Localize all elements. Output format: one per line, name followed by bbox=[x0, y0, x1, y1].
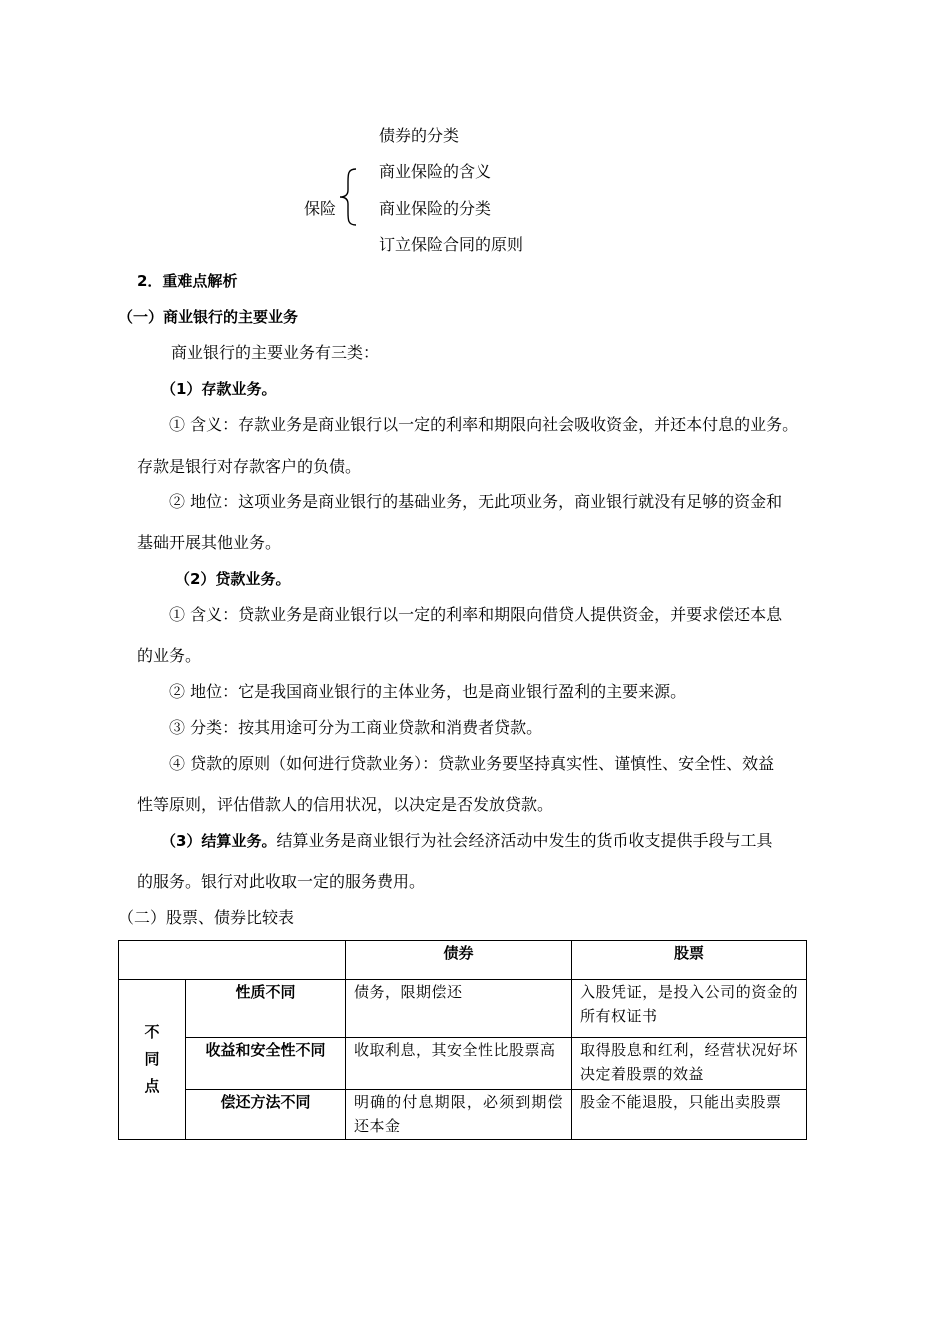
table-cell-bond: 债务，限期偿还 bbox=[346, 980, 572, 1038]
settlement-title: （3）结算业务。 bbox=[161, 832, 277, 850]
part1-title: （一）商业银行的主要业务 bbox=[118, 308, 299, 326]
table-cell-bond: 收取利息，其安全性比股票高 bbox=[346, 1038, 572, 1090]
deposit-title: （1）存款业务。 bbox=[161, 380, 277, 398]
section-title: 2．重难点解析 bbox=[137, 272, 238, 290]
group-label-text: 不同点 bbox=[144, 1023, 160, 1095]
outline-item-3: 商业保险的分类 bbox=[379, 199, 492, 218]
table-header-row bbox=[119, 941, 807, 980]
settlement-line-1 bbox=[161, 830, 772, 852]
table-header-bond: 债券 bbox=[346, 941, 572, 980]
loan-meaning-2: 的业务。 bbox=[137, 646, 202, 665]
table-header-empty bbox=[119, 941, 346, 980]
outline-item-1: 债券的分类 bbox=[379, 126, 460, 145]
comparison-table bbox=[118, 940, 807, 1140]
loan-meaning-1: ① 含义：贷款业务是商业银行以一定的利率和期限向借贷人提供资金，并要求偿还本息 bbox=[169, 605, 783, 624]
table-row-label: 收益和安全性不同 bbox=[186, 1038, 346, 1090]
loan-status: ② 地位：它是我国商业银行的主体业务，也是商业银行盈利的主要来源。 bbox=[169, 682, 687, 701]
deposit-status-2: 基础开展其他业务。 bbox=[137, 533, 282, 552]
deposit-meaning-1: ① 含义：存款业务是商业银行以一定的利率和期限向社会吸收资金，并还本付息的业务。 bbox=[169, 415, 799, 434]
brace-icon bbox=[338, 168, 360, 226]
outline-root: 保险 bbox=[304, 199, 337, 218]
table-row bbox=[119, 1090, 807, 1140]
table-row-label: 偿还方法不同 bbox=[186, 1090, 346, 1140]
loan-title: （2）贷款业务。 bbox=[175, 570, 291, 588]
outline-item-4: 订立保险合同的原则 bbox=[379, 235, 524, 254]
table-cell-stock: 取得股息和红利，经营状况好坏决定着股票的效益 bbox=[572, 1038, 807, 1090]
part2-title: （二）股票、债券比较表 bbox=[118, 908, 295, 927]
loan-category: ③ 分类：按其用途可分为工商业贷款和消费者贷款。 bbox=[169, 718, 543, 737]
table-header-stock: 股票 bbox=[572, 941, 807, 980]
table-row bbox=[119, 1038, 807, 1090]
table-group-label bbox=[119, 980, 186, 1140]
settlement-line-2: 的服务。银行对此收取一定的服务费用。 bbox=[137, 872, 426, 891]
table-cell-stock: 入股凭证，是投入公司的资金的所有权证书 bbox=[572, 980, 807, 1038]
deposit-meaning-2: 存款是银行对存款客户的负债。 bbox=[137, 457, 362, 476]
outline-item-2: 商业保险的含义 bbox=[379, 162, 492, 181]
deposit-status-1: ② 地位：这项业务是商业银行的基础业务，无此项业务，商业银行就没有足够的资金和 bbox=[169, 492, 783, 511]
table-cell-bond: 明确的付息期限，必须到期偿还本金 bbox=[346, 1090, 572, 1140]
settlement-text: 结算业务是商业银行为社会经济活动中发生的货币收支提供手段与工具 bbox=[276, 831, 773, 850]
table-row bbox=[119, 980, 807, 1038]
part1-intro: 商业银行的主要业务有三类： bbox=[171, 343, 380, 362]
table-row-label: 性质不同 bbox=[186, 980, 346, 1038]
loan-principle-2: 性等原则，评估借款人的信用状况，以决定是否发放贷款。 bbox=[137, 795, 554, 814]
loan-principle-1: ④ 贷款的原则（如何进行贷款业务）：贷款业务要坚持真实性、谨慎性、安全性、效益 bbox=[169, 754, 775, 773]
table-cell-stock: 股金不能退股，只能出卖股票 bbox=[572, 1090, 807, 1140]
